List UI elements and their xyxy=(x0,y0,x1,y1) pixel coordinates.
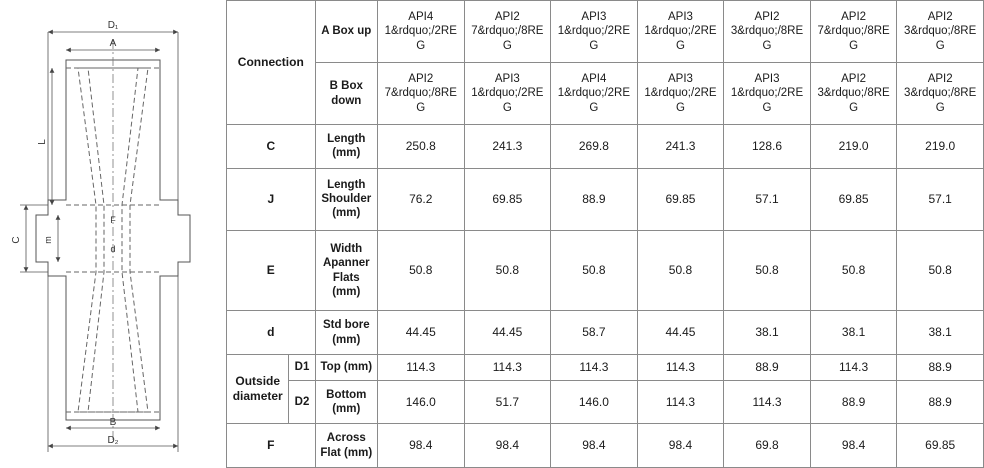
cell-d2-4: 114.3 xyxy=(724,380,811,424)
cell-f-2: 98.4 xyxy=(551,424,638,468)
cell-b-box-down-4: API3 1&rdquo;/2REG xyxy=(724,63,811,125)
cell-b-box-down-3: API3 1&rdquo;/2REG xyxy=(637,63,724,125)
cell-a-box-up-2: API3 1&rdquo;/2REG xyxy=(551,1,638,63)
cell-e-3: 50.8 xyxy=(637,230,724,311)
dim-label-a: A xyxy=(109,38,117,49)
cell-d1-0: 114.3 xyxy=(377,355,464,381)
specification-table xyxy=(226,0,984,468)
cell-d2-5: 88.9 xyxy=(810,380,897,424)
cell-a-box-up-0: API4 1&rdquo;/2REG xyxy=(377,1,464,63)
cell-j-6: 57.1 xyxy=(897,168,984,230)
table-row-d2-bottom xyxy=(227,380,984,424)
table-row-a-box-up xyxy=(227,1,984,63)
row-desc-e: Width Apanner Flats (mm) xyxy=(315,230,377,311)
cell-c-5: 219.0 xyxy=(810,125,897,169)
row-label-connection: Connection xyxy=(227,1,316,125)
cell-c-6: 219.0 xyxy=(897,125,984,169)
table-row-e-width-apanner-flats xyxy=(227,230,984,311)
drawing-svg xyxy=(0,0,226,468)
row-desc-d1: Top (mm) xyxy=(315,355,377,381)
row-label-outside-diameter: Outside diameter xyxy=(227,355,289,424)
cell-d-1: 44.45 xyxy=(464,311,551,355)
cell-b-box-down-0: API2 7&rdquo;/8REG xyxy=(377,63,464,125)
cell-j-5: 69.85 xyxy=(810,168,897,230)
cell-f-3: 98.4 xyxy=(637,424,724,468)
row-label-a-box-up: A Box up xyxy=(315,1,377,63)
dim-label-f: F xyxy=(110,215,116,225)
cell-d2-1: 51.7 xyxy=(464,380,551,424)
cell-f-0: 98.4 xyxy=(377,424,464,468)
cell-d2-0: 146.0 xyxy=(377,380,464,424)
row-desc-f: Across Flat (mm) xyxy=(315,424,377,468)
dim-label-d2: D₂ xyxy=(107,435,119,446)
cell-f-4: 69.8 xyxy=(724,424,811,468)
cell-d1-3: 114.3 xyxy=(637,355,724,381)
row-label-f: F xyxy=(227,424,316,468)
cell-c-1: 241.3 xyxy=(464,125,551,169)
cell-j-1: 69.85 xyxy=(464,168,551,230)
cell-e-6: 50.8 xyxy=(897,230,984,311)
cell-c-2: 269.8 xyxy=(551,125,638,169)
cell-d1-6: 88.9 xyxy=(897,355,984,381)
cell-c-3: 241.3 xyxy=(637,125,724,169)
cell-b-box-down-5: API2 3&rdquo;/8REG xyxy=(810,63,897,125)
cell-j-4: 57.1 xyxy=(724,168,811,230)
table-row-f-across-flat xyxy=(227,424,984,468)
row-label-c: C xyxy=(227,125,316,169)
cell-d2-6: 88.9 xyxy=(897,380,984,424)
cell-d2-3: 114.3 xyxy=(637,380,724,424)
cell-a-box-up-5: API2 7&rdquo;/8REG xyxy=(810,1,897,63)
dim-label-d: d xyxy=(110,244,116,254)
cell-d-2: 58.7 xyxy=(551,311,638,355)
cell-f-1: 98.4 xyxy=(464,424,551,468)
cell-e-4: 50.8 xyxy=(724,230,811,311)
row-desc-c: Length (mm) xyxy=(315,125,377,169)
cell-b-box-down-1: API3 1&rdquo;/2REG xyxy=(464,63,551,125)
cell-e-5: 50.8 xyxy=(810,230,897,311)
cell-b-box-down-6: API2 3&rdquo;/8REG xyxy=(897,63,984,125)
cell-d1-5: 114.3 xyxy=(810,355,897,381)
cell-f-5: 98.4 xyxy=(810,424,897,468)
table-row-b-box-down xyxy=(227,63,984,125)
cell-d1-1: 114.3 xyxy=(464,355,551,381)
dim-label-c: C xyxy=(11,236,22,244)
cell-a-box-up-1: API2 7&rdquo;/8REG xyxy=(464,1,551,63)
cell-d-5: 38.1 xyxy=(810,311,897,355)
cell-e-1: 50.8 xyxy=(464,230,551,311)
table-row-d-std-bore xyxy=(227,311,984,355)
cell-b-box-down-2: API4 1&rdquo;/2REG xyxy=(551,63,638,125)
cell-d-3: 44.45 xyxy=(637,311,724,355)
specification-table-container xyxy=(226,0,984,468)
cell-f-6: 69.85 xyxy=(897,424,984,468)
row-label-d1: D1 xyxy=(289,355,315,381)
dim-label-m: m xyxy=(43,236,53,244)
row-desc-j: Length Shoulder (mm) xyxy=(315,168,377,230)
table-row-c-length xyxy=(227,125,984,169)
row-desc-d2: Bottom (mm) xyxy=(315,380,377,424)
row-label-b-box-down: B Box down xyxy=(315,63,377,125)
dim-label-l: L xyxy=(37,139,48,145)
cell-j-2: 88.9 xyxy=(551,168,638,230)
cell-j-3: 69.85 xyxy=(637,168,724,230)
cell-a-box-up-3: API3 1&rdquo;/2REG xyxy=(637,1,724,63)
cell-d1-4: 88.9 xyxy=(724,355,811,381)
cell-e-0: 50.8 xyxy=(377,230,464,311)
row-desc-d: Std bore (mm) xyxy=(315,311,377,355)
cell-d-4: 38.1 xyxy=(724,311,811,355)
cell-d-6: 38.1 xyxy=(897,311,984,355)
table-row-j-length-shoulder xyxy=(227,168,984,230)
cell-a-box-up-6: API2 3&rdquo;/8REG xyxy=(897,1,984,63)
cell-c-4: 128.6 xyxy=(724,125,811,169)
cell-a-box-up-4: API2 3&rdquo;/8REG xyxy=(724,1,811,63)
row-label-d: d xyxy=(227,311,316,355)
row-label-e: E xyxy=(227,230,316,311)
crossover-sub-drawing xyxy=(0,0,226,468)
cell-e-2: 50.8 xyxy=(551,230,638,311)
dim-label-d1: D₁ xyxy=(107,20,119,31)
row-label-d2: D2 xyxy=(289,380,315,424)
cell-c-0: 250.8 xyxy=(377,125,464,169)
dim-label-b: B xyxy=(109,417,117,428)
table-row-d1-top xyxy=(227,355,984,381)
cell-d1-2: 114.3 xyxy=(551,355,638,381)
cell-j-0: 76.2 xyxy=(377,168,464,230)
cell-d2-2: 146.0 xyxy=(551,380,638,424)
cell-d-0: 44.45 xyxy=(377,311,464,355)
row-label-j: J xyxy=(227,168,316,230)
